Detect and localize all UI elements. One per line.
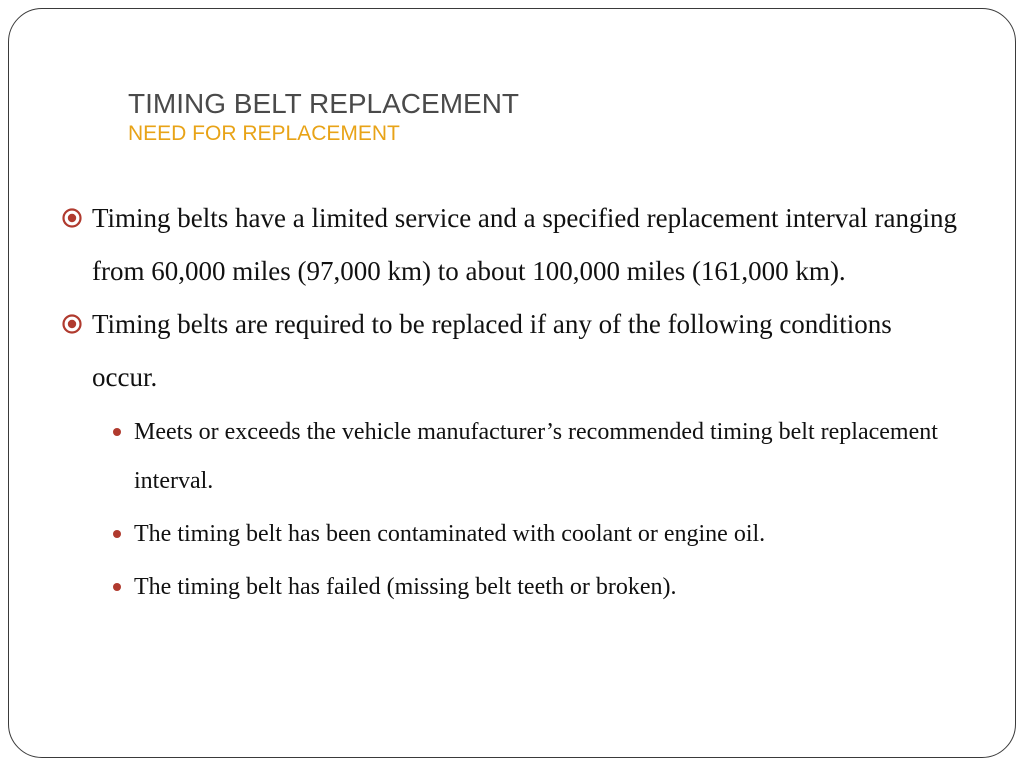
slide-body <box>62 192 962 612</box>
sub-bullet-text: The timing belt has been contaminated with coolant or engine oil. <box>134 521 766 547</box>
sub-bullet-text: The timing belt has failed (missing belt teeth or broken). <box>134 574 677 600</box>
target-bullet-icon <box>62 314 82 334</box>
sub-bullet-item <box>62 510 962 559</box>
sub-bullet-item <box>62 408 962 506</box>
bullet-text: Timing belts are required to be replaced if any of the following conditions occur. <box>92 309 892 392</box>
sub-bullet-text: Meets or exceeds the vehicle manufacturer’s recommended timing belt replacement interval. <box>134 419 938 494</box>
bullet-item <box>62 298 962 404</box>
slide-title: TIMING BELT REPLACEMENT <box>128 88 520 119</box>
sub-bullet-item <box>62 563 962 612</box>
title-block <box>128 87 519 147</box>
dot-bullet-icon <box>113 428 121 436</box>
bullet-item <box>62 192 962 298</box>
slide-subtitle: NEED FOR REPLACEMENT <box>128 122 400 145</box>
target-bullet-icon <box>62 208 82 228</box>
dot-bullet-icon <box>113 530 121 538</box>
bullet-text: Timing belts have a limited service and a specified replacement interval ranging from 60,000 miles (97,000 km) to about 100,000 miles (161,000 km). <box>92 203 957 286</box>
dot-bullet-icon <box>113 583 121 591</box>
